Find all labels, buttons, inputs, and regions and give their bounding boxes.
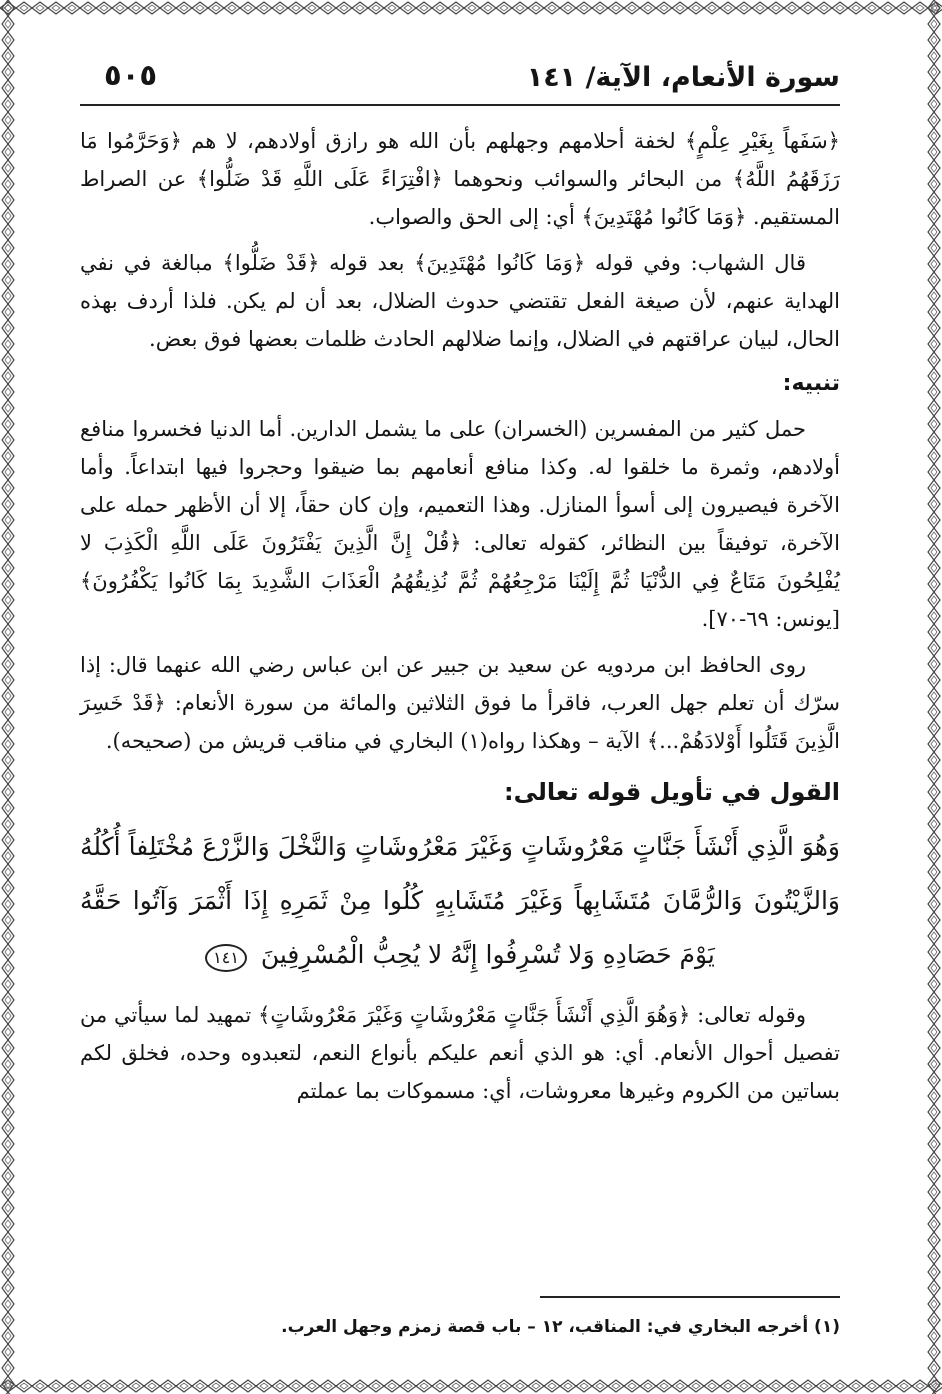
book-page — [80, 54, 840, 1344]
decorative-border-top — [0, 0, 942, 16]
decorative-border-left — [0, 0, 16, 1394]
footnote: (١) أخرجه البخاري في: المناقب، ١٢ – باب قصة زمزم وجهل العرب. — [281, 1317, 840, 1337]
footnote-separator — [540, 1296, 840, 1298]
heading-tafsir: القول في تأويل قوله تعالى: — [504, 778, 840, 806]
paragraph-4: روى الحافظ ابن مردويه عن سعيد بن جبير عن ابن عباس رضي الله عنهما قال: إذا سرّك أن تعلم جهل العرب، فاقرأ ما فوق الثلاثين والمائة من سورة الأنعام: ﴿قَدْ خَسِرَ الَّذِينَ قَتَلُوا أَوْلادَهُمْ...﴾ الآية – وهكذا رواه(١) البخاري في مناقب قريش من (صحيحه). — [80, 653, 840, 753]
decorative-border-bottom — [0, 1378, 942, 1394]
paragraph-2: قال الشهاب: وفي قوله ﴿وَمَا كَانُوا مُهْتَدِينَ﴾ بعد قوله ﴿قَدْ ضَلُّوا﴾ مبالغة في نفي الهداية عنهم، لأن صيغة الفعل تقتضي حدوث الضلال، بعد أن لم يكن. فلذا أردف بهذه الحال، لبيان عراقتهم في الضلال، وإنما ضلالهم الحادث ظلمات بعضها فوق بعض. — [80, 251, 840, 351]
paragraph-3: حمل كثير من المفسرين (الخسران) على ما يشمل الدارين. أما الدنيا فخسروا منافع أولادهم، وثمرة ما خلقوا له. وكذا منافع أنعامهم بما ضيقوا وحجروا فيها ابتداعاً. وأما الآخرة فيصيرون إلى أسوأ المنازل. وهذا التعميم، وإن كان حقاً، إلا أن الأظهر حمله على الآخرة، توفيقاً بين النظائر، كقوله تعالى: ﴿قُلْ إِنَّ الَّذِينَ يَفْتَرُونَ عَلَى اللَّهِ الْكَذِبَ لا يُفْلِحُونَ مَتَاعٌ فِي الدُّنْيَا ثُمَّ إِلَيْنَا مَرْجِعُهُمْ ثُمَّ نُذِيقُهُمُ الْعَذَابَ الشَّدِيدَ بِمَا كَانُوا يَكْفُرُونَ﴾ [يونس: ٦٩-٧٠]. — [80, 417, 840, 631]
ayah-number-marker: ١٤١ — [205, 944, 247, 972]
heading-note: تنبيه: — [782, 371, 840, 396]
paragraph-1: ﴿سَفَهاً بِغَيْرِ عِلْمٍ﴾ لخفة أحلامهم وجهلهم بأن الله هو رازق أولادهم، لا هم ﴿وَحَرَّمُوا مَا رَزَقَهُمُ اللَّهُ﴾ من البحائر والسوائب ونحوهما ﴿افْتِرَاءً عَلَى اللَّهِ قَدْ ضَلُّوا﴾ عن الصراط المستقيم. ﴿وَمَا كَانُوا مُهْتَدِينَ﴾ أي: إلى الحق والصواب. — [80, 129, 840, 229]
quran-verse — [80, 820, 840, 982]
paragraph-5: وقوله تعالى: ﴿وَهُوَ الَّذِي أَنْشَأَ جَنَّاتٍ مَعْرُوشَاتٍ وَغَيْرَ مَعْرُوشَاتٍ﴾ تمهيد لما سيأتي من تفصيل أحوال الأنعام. أي: هو الذي أنعم عليكم بأنواع النعم، لتعبدوه وحده، فخلق لكم بساتين من الكروم وغيرها معروشات، أي: مسموكات بما عملتم — [80, 1003, 840, 1103]
decorative-border-right — [926, 0, 942, 1394]
page-body — [80, 122, 840, 1118]
page-header — [80, 54, 840, 106]
running-head: سورة الأنعام، الآية/ ١٤١ — [526, 62, 840, 93]
page-number: ٥٠٥ — [104, 58, 158, 92]
verse-text: وَهُوَ الَّذِي أَنْشَأَ جَنَّاتٍ مَعْرُوشَاتٍ وَغَيْرَ مَعْرُوشَاتٍ وَالنَّخْلَ وَالزَّرْعَ مُخْتَلِفاً أُكُلُهُ وَالزَّيْتُونَ وَالرُّمَّانَ مُتَشَابِهاً وَغَيْرَ مُتَشَابِهٍ كُلُوا مِنْ ثَمَرِهِ إِذَا أَثْمَرَ وَآتُوا حَقَّهُ يَوْمَ حَصَادِهِ وَلا تُسْرِفُوا إِنَّهُ لا يُحِبُّ الْمُسْرِفِينَ — [80, 832, 840, 969]
